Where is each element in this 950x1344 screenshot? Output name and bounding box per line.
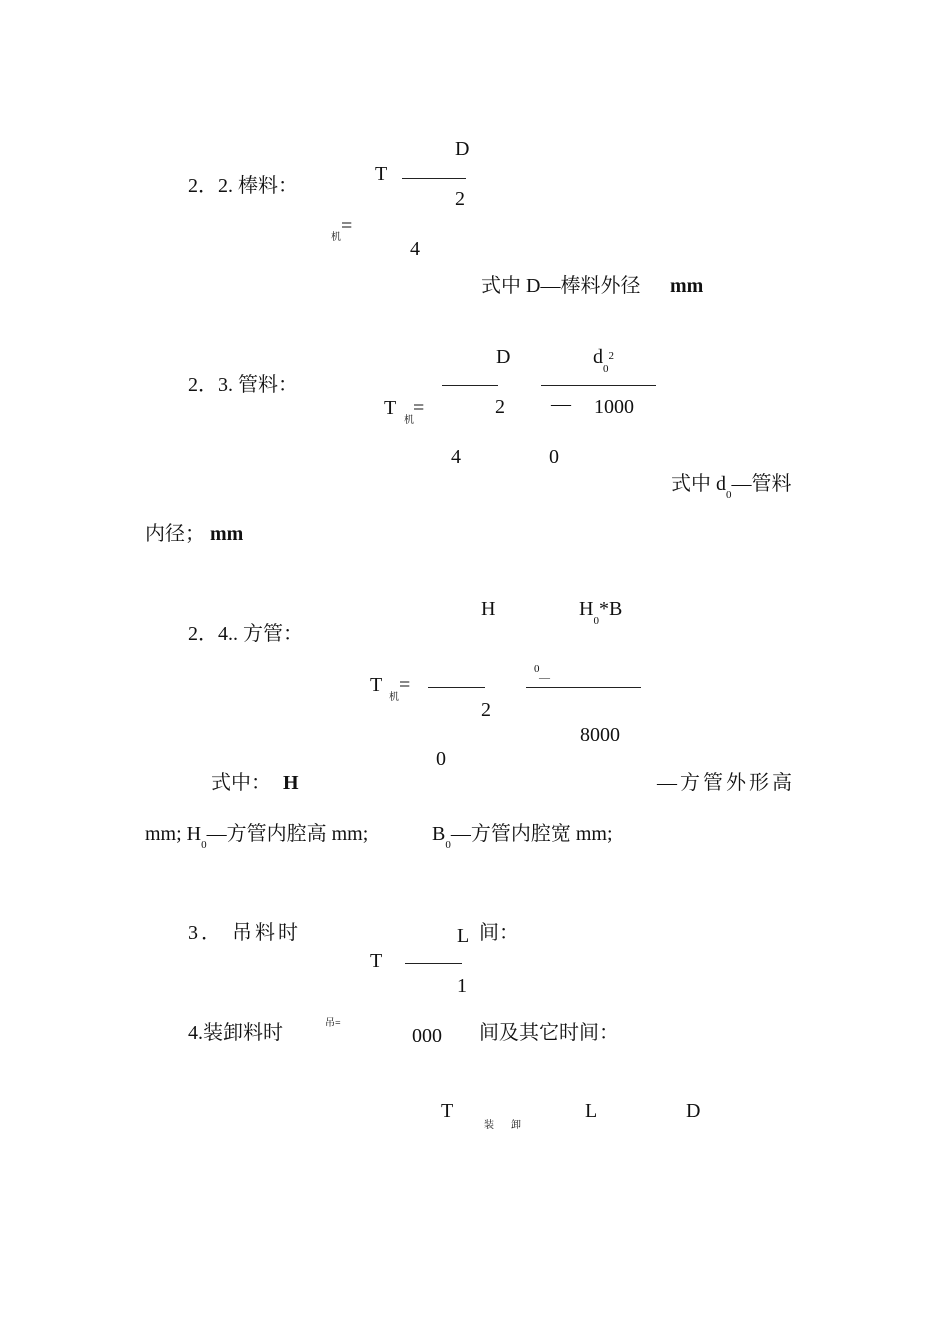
section-label-hoisting: 3． 吊料时 [188, 922, 301, 944]
formula-four: 4 [451, 446, 461, 468]
formula-minus: — [551, 393, 571, 415]
formula-zero: 0 [436, 748, 446, 770]
formula-denominator-2: 2 [455, 188, 465, 210]
formula-subscript: 机 [404, 415, 414, 426]
fraction-bar-right [526, 687, 641, 688]
section-label-hoisting-after: 间： [479, 922, 519, 944]
formula-zero: 0 [549, 446, 559, 468]
formula-1000: 1000 [594, 396, 634, 418]
formula-L: L [457, 925, 470, 947]
formula-T: T [384, 397, 397, 419]
formula-D: D [496, 346, 511, 368]
formula-T: T [375, 163, 388, 185]
formula-T: T [370, 674, 383, 696]
formula-T: T [441, 1100, 454, 1122]
section-label-square-tube: 2．4.. 方管： [188, 623, 303, 645]
formula-small-dash: — [539, 672, 550, 684]
formula-L: L [585, 1100, 598, 1122]
formula-D: D [686, 1100, 701, 1122]
section-label-bar-stock: 2．2. 棒料： [188, 175, 298, 197]
formula-subscript-a: 装 [484, 1120, 494, 1131]
formula-numerator-D: D [455, 138, 470, 160]
formula-equals: = [399, 674, 411, 696]
formula-subscript: 机 [389, 692, 399, 703]
section-label-loading-after: 间及其它时间： [479, 1022, 619, 1044]
formula-subscript: 机 [331, 232, 341, 243]
formula-T: T [370, 950, 383, 972]
fraction-bar [402, 178, 466, 179]
formula-000: 000 [412, 1025, 442, 1047]
fraction-bar-right [541, 385, 656, 386]
formula-note-unit: mm [210, 523, 244, 545]
fraction-bar-left [442, 385, 498, 386]
formula-equals: = [341, 215, 353, 237]
formula-note-unit: mm [670, 275, 704, 297]
formula-8000: 8000 [580, 724, 620, 746]
formula-right-text: —方管外形高 [657, 772, 795, 794]
formula-note: 式中 D—棒料外径 [481, 275, 641, 297]
fraction-bar [405, 963, 462, 964]
formula-two: 2 [481, 699, 491, 721]
formula-line2: mm; $H_0—$方管内腔高 mm; [145, 823, 369, 851]
formula-line2-b0: $B_0—$方管内腔宽 mm; [432, 823, 613, 851]
formula-label: 式中： [211, 772, 271, 794]
formula-H-bold: H [283, 772, 299, 794]
formula-note: 式中 $d_0—$管料 [671, 473, 792, 501]
formula-H: H [481, 598, 496, 620]
fraction-bar-left [428, 687, 485, 688]
formula-note-line2: 内径； [145, 523, 205, 545]
formula-subscript-hoist: 吊= [325, 1018, 341, 1029]
formula-small-zero: 0 [534, 663, 540, 675]
formula-two: 2 [495, 396, 505, 418]
formula-H0B: $H_0*B$ [579, 598, 623, 627]
formula-bottom-4: 4 [410, 238, 420, 260]
formula-equals: = [413, 397, 425, 419]
section-label-loading: 4.装卸料时 [188, 1022, 283, 1044]
section-label-tube: 2．3. 管料： [188, 374, 298, 396]
formula-one: 1 [457, 975, 467, 997]
formula-d0: $d_0^2$ [593, 346, 614, 375]
formula-subscript-b: 卸 [511, 1120, 521, 1131]
